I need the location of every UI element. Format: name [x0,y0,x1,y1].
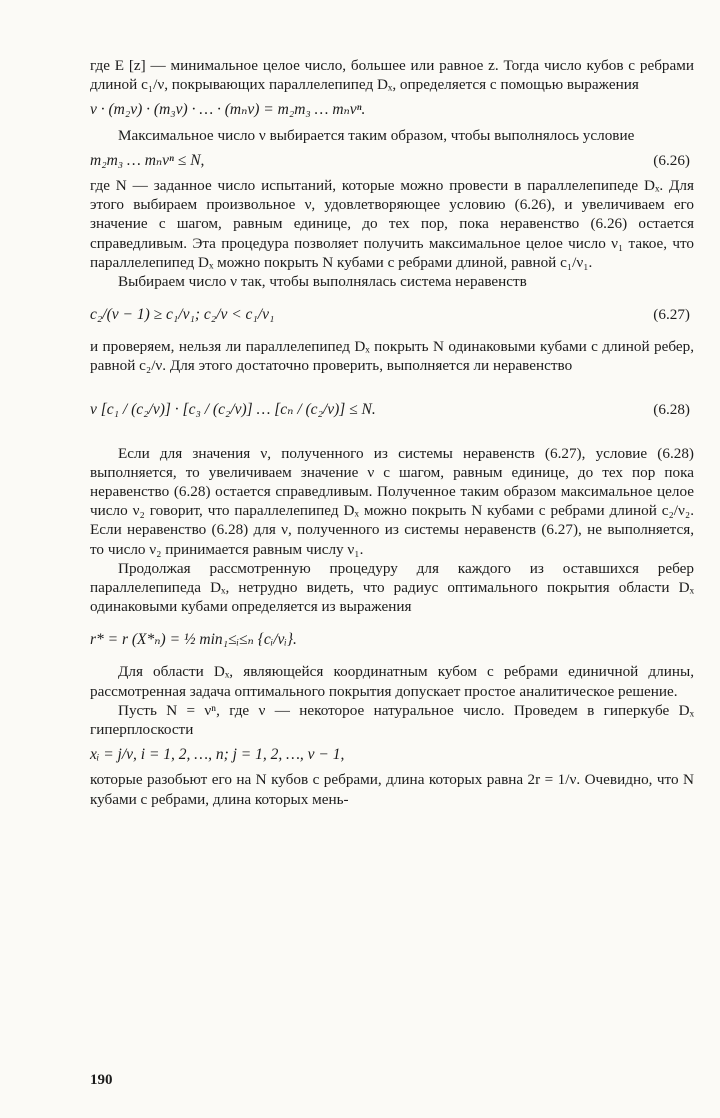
equation-cube-count [90,100,694,119]
paragraph-partition: которые разобьют его на N кубов с ребрами, длина которых равна 2r = 1/ν. Очевидно, что N кубами с ребрами, длина которых мень- [90,771,694,808]
equation-radius-expr: r* = r (X*ₙ) = ½ min₁≤ᵢ≤ₙ {cᵢ/νᵢ}. [90,630,297,648]
paragraph-check: и проверяем, нельзя ли параллелепипед Dₓ покрыть N одинаковыми кубами с длиной ребер, равной c₂/ν. Для этого достаточно проверить, выполняется ли неравенство [90,338,694,375]
equation-6-26-expr: m₂m₃ … mₙνⁿ ≤ N, [90,151,205,169]
equation-6-27-expr: c₂/(ν − 1) ≥ c₁/ν₁; c₂/ν < c₁/ν₁ [90,305,275,323]
paragraph-hyperplanes: Пусть N = νⁿ, где ν — некоторое натуральное число. Проведем в гиперкубе Dₓ гиперплоскости [90,701,694,739]
paragraph-continue: Продолжая рассмотренную процедуру для каждого из оставшихся ребер параллелепипеда Dₓ, нетрудно видеть, что радиус оптимального покрытия области Dₓ одинаковыми кубами определяется из выражения [90,559,694,616]
equation-hyperplanes-expr: xᵢ = j/ν, i = 1, 2, …, n; j = 1, 2, …, ν − 1, [90,746,345,764]
equation-6-28-number: (6.28) [653,401,690,419]
equation-6-28-expr: ν [c₁ / (c₂/ν)] · [c₃ / (c₂/ν)] … [cₙ / (c₂/ν)] ≤ N. [90,401,376,419]
paragraph-max-nu: Максимальное число ν выбирается таким образом, чтобы выполнялось условие [118,126,635,144]
page-number: 190 [90,1071,113,1088]
equation-6-26-number: (6.26) [653,151,690,169]
equation-cube-count-expr: ν · (m₂ν) · (m₃ν) · … · (mₙν) = m₂m₃ … mₙνⁿ. [90,101,366,119]
equation-6-27 [90,297,694,331]
paragraph-procedure: где N — заданное число испытаний, которые можно провести в параллелепипеде Dₓ. Для этого выбираем произвольное ν, удовлетворяющее условию (6.26), и увеличиваем его значение с шагом, равным единице, до тех пор, пока неравенство (6.26) остается справедливым. Эта процедура позволяет получить максимальное целое число ν₁ такое, что параллелепипед Dₓ можно покрыть N кубами с ребрами длиной, равной c₁/ν₁. [90,177,694,271]
paragraph-choose-nu: Выбираем число ν так, чтобы выполнялась система неравенств [118,273,527,291]
equation-radius [90,622,694,656]
book-page [90,56,694,1096]
equation-6-26 [90,151,694,170]
paragraph-definition: где E [z] — минимальное целое число, большее или равное z. Тогда число кубов с ребрами длиной c₁/ν, покрывающих параллелепипед Dₓ, определяется с помощью выражения [90,57,694,94]
equation-6-27-number: (6.27) [653,305,690,323]
paragraph-unit-cube: Для области Dₓ, являющейся координатным кубом с ребрами единичной длины, рассмотренная задача оптимального покрытия допускает простое аналитическое решение. [90,663,694,700]
paragraph-condition: Если для значения ν, полученного из системы неравенств (6.27), условие (6.28) выполняется, то увеличиваем значение ν с шагом, равным единице, до тех пор пока неравенство (6.28) остается справедливым. Полученное таким образом максимальное целое число ν₂ говорит, что параллелепипед Dₓ можно покрыть N кубами с ребрами длиной c₂/ν₂. Если неравенство (6.28) для ν, полученного из системы неравенств (6.27), не выполняется, то число ν₂ принимается равным числу ν₁. [90,444,694,558]
equation-hyperplanes [90,745,694,764]
equation-6-28 [90,386,694,434]
